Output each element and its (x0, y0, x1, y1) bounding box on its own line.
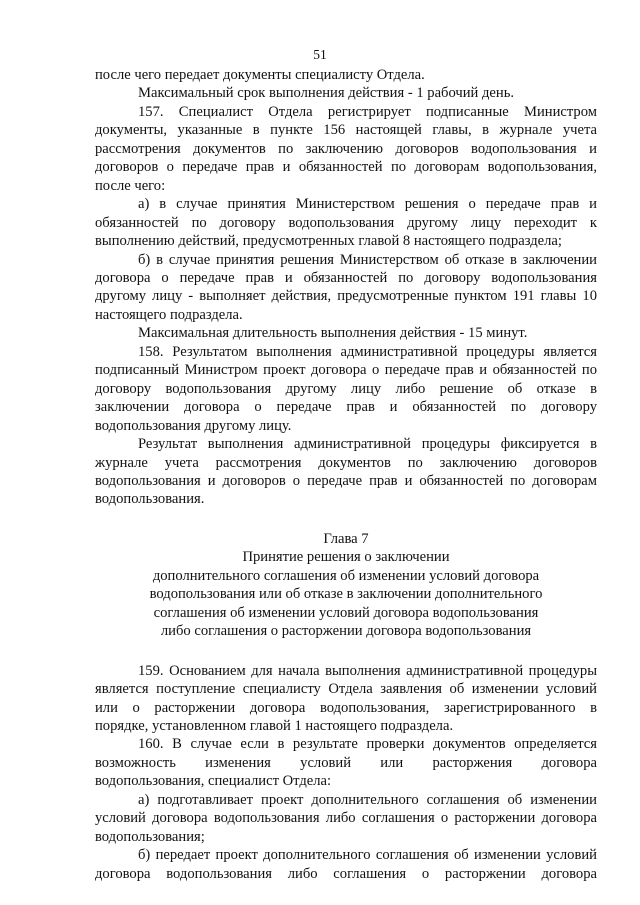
text-line: после чего: (95, 177, 166, 194)
text-line: 160. В случае если в результате проверки документов определяется (138, 736, 597, 753)
text-line: водопользования и договоров о передаче прав и обязанностей по договорам (95, 472, 597, 489)
chapter-title-line: Принятие решения о заключении (242, 549, 450, 566)
page-number: 51 (313, 47, 327, 62)
text-line: Результат выполнения административной процедуры фиксируется в (138, 436, 597, 453)
text-line: 158. Результатом выполнения административной процедуры является (138, 343, 597, 360)
text-line: Максимальная длительность выполнения действия - 15 минут. (138, 325, 528, 342)
chapter-heading (95, 530, 597, 641)
text-line: порядке, установленном главой 1 настоящего подраздела. (95, 717, 454, 734)
text-line: Максимальный срок выполнения действия - 1 рабочий день. (138, 85, 515, 102)
text-line: а) в случае принятия Министерством решения о передаче прав и (138, 196, 597, 213)
text-line: рассмотрения документов по заключению договоров водопользования и (95, 140, 597, 157)
text-line: другому лицу - выполняет действия, предусмотренные пунктом 191 главы 10 (95, 288, 597, 305)
text-line: обязанностей по договору водопользования другому лицу переходит к (95, 214, 597, 231)
text-line: 159. Основанием для начала выполнения административной процедуры (138, 662, 597, 679)
text-line: водопользования другому лицу. (95, 417, 292, 434)
text-line: б) передает проект дополнительного соглашения об изменении условий (138, 847, 597, 864)
chapter-title-line: соглашения об изменении условий договора водопользования (153, 604, 539, 621)
text-line: подписанный Министром проект договора о передаче прав и обязанностей по (95, 362, 597, 379)
text-line: журнале учета рассмотрения документов по заключению договоров (95, 454, 597, 471)
text-line: является поступление специалисту Отдела заявления об изменении условий (95, 681, 597, 698)
text-line: договора о передаче прав и обязанностей по договору водопользования (95, 269, 597, 286)
text-line: документы, указанные в пункте 156 настоящей главы, в журнале учета (95, 122, 597, 139)
spacer (95, 641, 597, 662)
document-body (95, 66, 597, 883)
section-before-heading (95, 66, 597, 509)
text-line: договору водопользования другому лицу либо решение об отказе в (95, 380, 597, 397)
text-line: настоящего подраздела. (95, 306, 243, 323)
text-line: договора водопользования либо соглашения о расторжении договора (95, 865, 597, 882)
text-line: 157. Специалист Отдела регистрирует подписанные Министром (138, 103, 597, 120)
text-line: водопользования. (95, 491, 205, 508)
text-line: а) подготавливает проект дополнительного соглашения об изменении (138, 791, 597, 808)
text-line: возможность изменения условий или расторжения договора (95, 754, 597, 771)
spacer (95, 509, 597, 530)
text-line: водопользования, специалист Отдела: (95, 773, 332, 790)
text-line: выполнению действий, предусмотренных главой 8 настоящего подраздела; (95, 233, 562, 250)
chapter-number: Глава 7 (323, 530, 369, 547)
chapter-title-line: водопользования или об отказе в заключении дополнительного (149, 586, 543, 603)
text-line: договоров о передаче прав и обязанностей по договорам водопользования, (95, 159, 597, 176)
chapter-title-line: дополнительного соглашения об изменении условий договора (152, 567, 540, 584)
text-line: после чего передает документы специалисту Отдела. (95, 67, 425, 83)
text-line: заключении договора о передаче прав и обязанностей по договору (95, 399, 597, 416)
text-line: или о расторжении договора водопользования, зарегистрированного в (95, 699, 597, 716)
text-line: водопользования; (95, 828, 205, 845)
text-line: б) в случае принятия решения Министерством об отказе в заключении (138, 251, 597, 268)
chapter-title-line: либо соглашения о расторжении договора водопользования (160, 623, 532, 640)
text-line: условий договора водопользования либо соглашения о расторжении договора (95, 810, 597, 827)
section-after-heading (95, 662, 597, 883)
